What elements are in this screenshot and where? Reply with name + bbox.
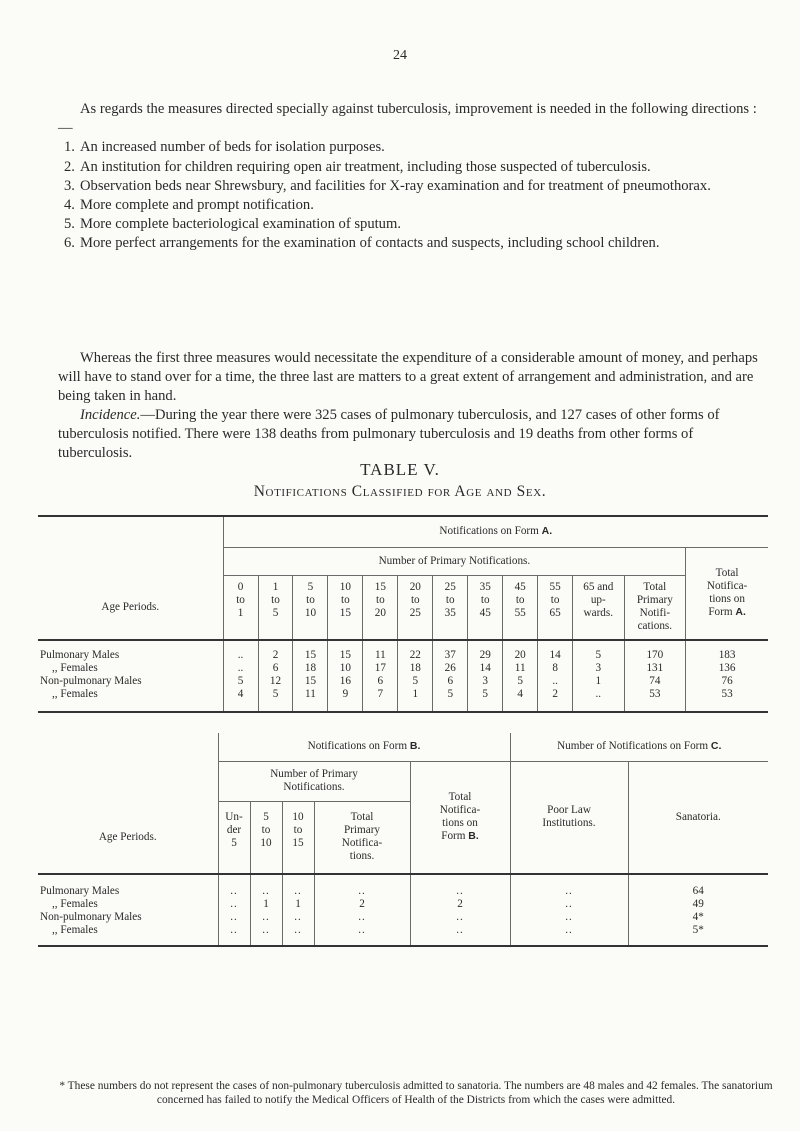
measure-item bbox=[58, 234, 758, 253]
age-column-header: 5 to 10 bbox=[293, 575, 328, 640]
page-number: 24 bbox=[393, 48, 407, 63]
cell: 37 bbox=[433, 640, 468, 662]
cell: 5 bbox=[573, 640, 624, 662]
age-column-header: 15 to 20 bbox=[363, 575, 398, 640]
cell: 15 bbox=[328, 640, 363, 662]
form-b-total-form-header: Total Notifica- tions on Form B. bbox=[410, 761, 510, 874]
cell: .. bbox=[218, 874, 250, 898]
cell: 5 bbox=[503, 675, 538, 688]
cell: 5 bbox=[398, 675, 433, 688]
cell: 8 bbox=[538, 662, 573, 675]
age-column-header: 35 to 45 bbox=[468, 575, 503, 640]
form-a-primary-header: Number of Primary Notifications. bbox=[223, 547, 686, 575]
form-b-primary-row bbox=[38, 761, 768, 801]
cell: 5 bbox=[468, 688, 503, 712]
measures-list bbox=[58, 138, 758, 253]
age-column-header: 5 to 10 bbox=[250, 801, 282, 874]
table-row bbox=[38, 924, 768, 946]
cell: 11 bbox=[503, 662, 538, 675]
cell: .. bbox=[282, 874, 314, 898]
cell: 29 bbox=[468, 640, 503, 662]
form-b-group-header: Notifications on Form B. bbox=[218, 733, 510, 761]
form-c-group-header: Number of Notifications on Form C. bbox=[510, 733, 768, 761]
cell: 183 bbox=[686, 640, 768, 662]
row-label: Non-pulmonary Males bbox=[40, 911, 142, 923]
table-row bbox=[38, 662, 768, 675]
row-label: Non-pulmonary Males bbox=[40, 675, 142, 687]
sanatoria-header: Sanatoria. bbox=[628, 761, 768, 874]
cell: 6 bbox=[433, 675, 468, 688]
cell: 1 bbox=[282, 898, 314, 911]
age-column-header: 1 to 5 bbox=[258, 575, 293, 640]
table-row bbox=[38, 911, 768, 924]
age-column-header: 10 to 15 bbox=[282, 801, 314, 874]
table-row bbox=[38, 898, 768, 911]
measure-text: An institution for children requiring open air treatment, including those suspected of tuberculosis. bbox=[80, 158, 651, 175]
form-a-group-header: Notifications on Form A. bbox=[223, 516, 768, 547]
intro-paragraph: As regards the measures directed specially against tuberculosis, improvement is needed in the following directions :— bbox=[58, 101, 757, 137]
cell: 64 bbox=[628, 874, 768, 898]
measure-number: 3. bbox=[64, 177, 75, 194]
age-column-header: 20 to 25 bbox=[398, 575, 433, 640]
cell: 4* bbox=[628, 911, 768, 924]
cell: 4 bbox=[223, 688, 258, 712]
poor-law-header: Poor Law Institutions. bbox=[510, 761, 628, 874]
cell: 16 bbox=[328, 675, 363, 688]
age-column-header: 45 to 55 bbox=[503, 575, 538, 640]
age-column-header: Un- der 5 bbox=[218, 801, 250, 874]
cell: .. bbox=[410, 924, 510, 946]
cell: .. bbox=[218, 911, 250, 924]
total-primary-header: Total Primary Notifi- cations. bbox=[624, 575, 686, 640]
cell: .. bbox=[510, 898, 628, 911]
cell: .. bbox=[510, 874, 628, 898]
cell: 18 bbox=[398, 662, 433, 675]
age-column-header: 10 to 15 bbox=[328, 575, 363, 640]
cell: 2 bbox=[314, 898, 410, 911]
measure-number: 6. bbox=[64, 235, 75, 252]
intro-section bbox=[58, 100, 758, 254]
measure-number: 2. bbox=[64, 158, 75, 175]
cell: 12 bbox=[258, 675, 293, 688]
row-label: Pulmonary Males bbox=[40, 885, 120, 897]
form-a-age-header-row bbox=[38, 575, 768, 640]
age-column-header: 25 to 35 bbox=[433, 575, 468, 640]
form-b-c-table bbox=[38, 733, 768, 947]
table-subtitle: Notifications Classified for Age and Sex. bbox=[253, 483, 547, 500]
cell: 170 bbox=[624, 640, 686, 662]
cell: 4 bbox=[503, 688, 538, 712]
measure-item bbox=[58, 177, 758, 196]
cell: .. bbox=[314, 911, 410, 924]
cell: 6 bbox=[363, 675, 398, 688]
row-label: ,, Females bbox=[52, 924, 98, 936]
cell: 17 bbox=[363, 662, 398, 675]
cell: 76 bbox=[686, 675, 768, 688]
measure-text: Observation beds near Shrewsbury, and facilities for X-ray examination and for treatment of pneumothorax. bbox=[80, 177, 711, 194]
row-label: Pulmonary Males bbox=[40, 649, 120, 661]
cell: .. bbox=[223, 662, 258, 675]
cell: .. bbox=[250, 924, 282, 946]
measure-text: More complete and prompt notification. bbox=[80, 197, 314, 214]
cell: 2 bbox=[258, 640, 293, 662]
cell: 3 bbox=[573, 662, 624, 675]
cell: 20 bbox=[503, 640, 538, 662]
cell: 2 bbox=[538, 688, 573, 712]
cell: 3 bbox=[468, 675, 503, 688]
age-column-header: 55 to 65 bbox=[538, 575, 573, 640]
form-a-primary-row bbox=[38, 547, 768, 575]
cell: 5 bbox=[258, 688, 293, 712]
cell: 9 bbox=[328, 688, 363, 712]
cell: 14 bbox=[468, 662, 503, 675]
table-row bbox=[38, 675, 768, 688]
table-footnote: * These numbers do not represent the cases of non-pulmonary tuberculosis admitted to sanatoria. The numbers are 48 males and 42 females. The sanatorium concerned has failed to notify the Medical Officers of Health of the Districts from which the cases were admitted. bbox=[59, 1080, 773, 1106]
cell: 1 bbox=[398, 688, 433, 712]
cell: 11 bbox=[293, 688, 328, 712]
cell: 15 bbox=[293, 640, 328, 662]
measure-number: 5. bbox=[64, 216, 75, 233]
row-label: ,, Females bbox=[52, 688, 98, 700]
table-title: TABLE V. bbox=[360, 460, 440, 479]
table-row bbox=[38, 688, 768, 712]
cell: 53 bbox=[686, 688, 768, 712]
cell: 1 bbox=[573, 675, 624, 688]
age-column-header: 65 and up- wards. bbox=[573, 575, 624, 640]
cell: .. bbox=[250, 911, 282, 924]
row-label: ,, Females bbox=[52, 662, 98, 674]
measure-item bbox=[58, 196, 758, 215]
cell: 2 bbox=[410, 898, 510, 911]
age-column-header: 0 to 1 bbox=[223, 575, 258, 640]
measure-number: 4. bbox=[64, 197, 75, 214]
cell: 5* bbox=[628, 924, 768, 946]
whereas-paragraph: Whereas the first three measures would necessitate the expenditure of a considerable amount of money, and perhaps will have to stand over for a time, the three last are matters to a great extent of arrangement and administration, and are being taken in hand. bbox=[58, 350, 758, 405]
cell: .. bbox=[223, 640, 258, 662]
cell: .. bbox=[282, 911, 314, 924]
cell: 11 bbox=[363, 640, 398, 662]
row-label: ,, Females bbox=[52, 898, 98, 910]
cell: .. bbox=[250, 874, 282, 898]
measure-text: More perfect arrangements for the examination of contacts and suspects, including school children. bbox=[80, 235, 660, 252]
incidence-text: —During the year there were 325 cases of pulmonary tuberculosis, and 127 cases of other forms of tuberculosis notified. There were 138 deaths from pulmonary tuberculosis and 19 deaths from other forms of tuberculosis. bbox=[58, 407, 720, 462]
cell: .. bbox=[510, 911, 628, 924]
cell: 136 bbox=[686, 662, 768, 675]
age-periods-header: Age Periods. bbox=[98, 830, 157, 843]
cell: .. bbox=[538, 675, 573, 688]
age-periods-header: Age Periods. bbox=[101, 600, 160, 613]
cell: 6 bbox=[258, 662, 293, 675]
form-a-total-form-header: Total Notifica- tions on Form A. bbox=[686, 547, 768, 640]
cell: .. bbox=[410, 911, 510, 924]
cell: 14 bbox=[538, 640, 573, 662]
form-b-primary-header: Number of Primary Notifications. bbox=[218, 761, 410, 801]
measure-text: An increased number of beds for isolation purposes. bbox=[80, 139, 385, 156]
incidence-heading: Incidence. bbox=[80, 407, 141, 423]
cell: 5 bbox=[223, 675, 258, 688]
cell: 49 bbox=[628, 898, 768, 911]
cell: 74 bbox=[624, 675, 686, 688]
cell: .. bbox=[314, 874, 410, 898]
cell: .. bbox=[510, 924, 628, 946]
measure-number: 1. bbox=[64, 139, 75, 156]
cell: .. bbox=[218, 924, 250, 946]
cell: 10 bbox=[328, 662, 363, 675]
cell: 7 bbox=[363, 688, 398, 712]
cell: 18 bbox=[293, 662, 328, 675]
cell: .. bbox=[314, 924, 410, 946]
cell: 26 bbox=[433, 662, 468, 675]
cell: 53 bbox=[624, 688, 686, 712]
total-primary-header: Total Primary Notifica- tions. bbox=[314, 801, 410, 874]
table-row bbox=[38, 874, 768, 898]
form-a-table bbox=[38, 515, 768, 713]
measure-text: More complete bacteriological examination of sputum. bbox=[80, 216, 401, 233]
table-row bbox=[38, 640, 768, 662]
cell: 131 bbox=[624, 662, 686, 675]
measure-item bbox=[58, 158, 758, 177]
cell: .. bbox=[218, 898, 250, 911]
incidence-paragraph bbox=[58, 406, 758, 464]
cell: .. bbox=[573, 688, 624, 712]
form-a-group-row bbox=[38, 516, 768, 547]
cell: .. bbox=[282, 924, 314, 946]
measure-item bbox=[58, 138, 758, 157]
cell: .. bbox=[410, 874, 510, 898]
measure-item bbox=[58, 215, 758, 234]
form-b-c-group-row bbox=[38, 733, 768, 761]
cell: 15 bbox=[293, 675, 328, 688]
cell: 5 bbox=[433, 688, 468, 712]
cell: 1 bbox=[250, 898, 282, 911]
cell: 22 bbox=[398, 640, 433, 662]
